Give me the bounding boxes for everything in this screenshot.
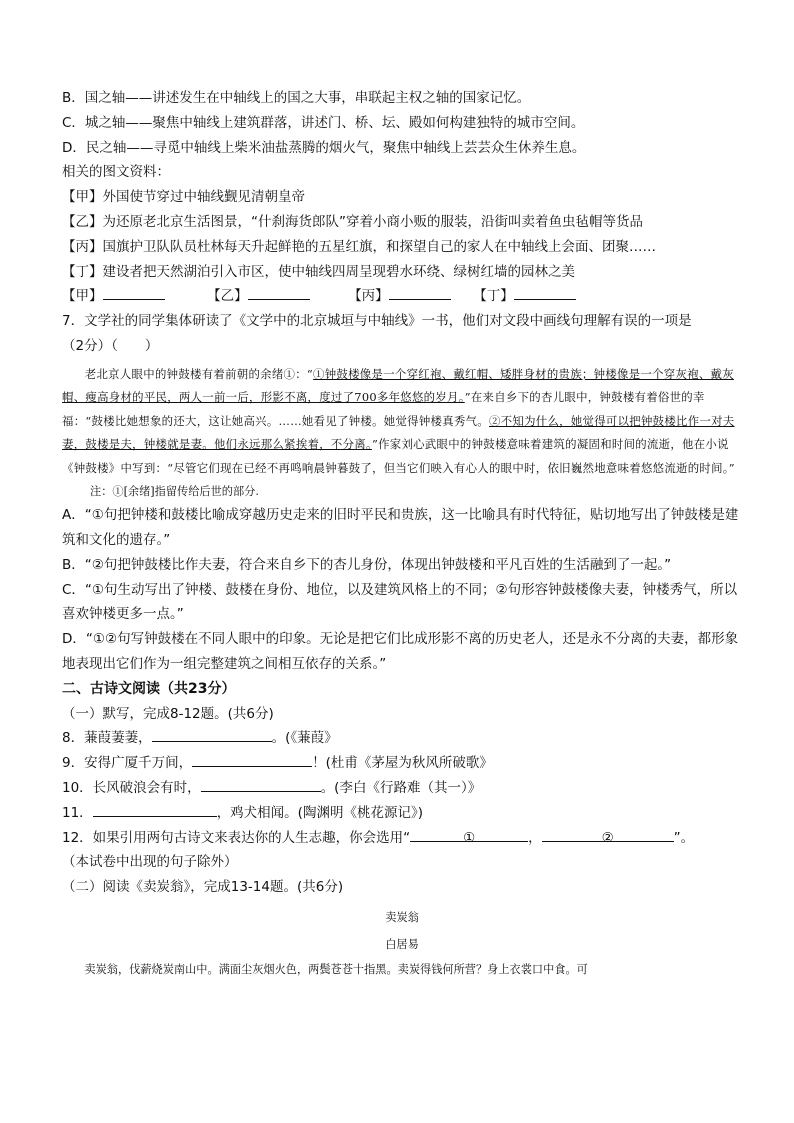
answer-label-yi: 【乙】 — [207, 288, 248, 305]
blank-marker-2: ② — [601, 829, 614, 846]
q12-separator: ， — [528, 829, 542, 846]
option-c-line: C．城之轴——聚焦中轴线上建筑群落，讲述门、桥、坛、殿如何构建独特的城市空间。 — [62, 114, 585, 131]
q9-source: ！(杜甫《茅屋为秋风所破歌》 — [312, 755, 493, 772]
q7-option-b: B．“②句把钟鼓楼比作夫妻，符合来自乡下的杏儿身份，体现出钟鼓楼和平凡百姓的生活融到了一起。” — [62, 556, 672, 573]
q12-blank-2[interactable] — [542, 826, 674, 846]
option-b-line: B．国之轴——讲述发生在中轴线上的国之大事，串联起主权之轴的国家记忆。 — [62, 90, 531, 106]
q7-option-a: A．“①句把钟楼和鼓楼比喻成穿越历史走来的旧时平民和贵族，这一比喻具有时代特征，贴切地写出了钟鼓楼是建筑和文化的遗存。” — [62, 507, 739, 549]
q11-text: ，鸡犬相闻。(陶渊明《桃花源记》) — [216, 804, 423, 821]
answer-blank-bing[interactable] — [389, 284, 451, 300]
poem-title: 卖炭翁 — [385, 911, 419, 925]
material-ding: 【丁】建设者把天然湖泊引入市区，使中轴线四周呈现碧水环绕、绿树红墙的园林之美 — [62, 263, 575, 280]
q7-stem: 7．文学社的同学集体研读了《文学中的北京城垣与中轴线》一书，他们对文段中画线句理解有误的一项是 — [62, 313, 692, 330]
answer-blank-ding[interactable] — [514, 284, 576, 300]
underlined-sentence-1: ①钟鼓楼像是一个穿红袍、戴红帽、矮胖身材的贵族；钟楼像是一个穿灰袍、戴灰帽、瘦高身材的平民，两人一前一后，形影不离，度过了700多年悠悠的岁月。 — [62, 366, 734, 405]
section-two-title: 二、古诗文阅读（共23分） — [62, 680, 236, 697]
q9-text: 9．安得广厦千万间， — [62, 755, 193, 772]
answer-blank-jia[interactable] — [103, 284, 165, 300]
q12 — [62, 826, 742, 851]
exam-page — [62, 86, 742, 982]
q10 — [62, 776, 742, 801]
q8-blank[interactable] — [152, 726, 272, 742]
passage-middle: ”在来自乡下的杏儿眼中，钟鼓楼有着俗世的幸福：“鼓楼比她想象的还大，这让她高兴。……她看见了钟楼。她觉得钟楼真秀气。 — [62, 390, 705, 428]
q11-blank[interactable] — [93, 801, 217, 817]
q9 — [62, 751, 742, 776]
q10-text: 10．长风破浪会有时， — [62, 780, 201, 797]
q12-text: 12．如果引用两句古诗文来表达你的人生志趣，你会选用“ — [62, 829, 411, 846]
underlined-sentence-2: ②不知为什么，她觉得可以把钟鼓楼比作一对夫妻，鼓楼是夫，钟楼就是妻。他们永远那么紧挨着，不分离。 — [62, 413, 735, 452]
poem-author: 白居易 — [385, 938, 419, 952]
material-bing: 【丙】国旗护卫队队员杜林每天升起鲜艳的五星红旗，和探望自己的家人在中轴线上会面、团聚…… — [62, 238, 656, 255]
materials-intro: 相关的图文资料： — [62, 164, 170, 181]
poem-line-1: 卖炭翁，伐薪烧炭南山中。满面尘灰烟火色，两鬓苍苍十指黑。卖炭得钱何所营？身上衣裳口中食。可 — [84, 963, 588, 977]
passage-note: 注：①[余绪]指留传给后世的部分. — [90, 485, 259, 499]
q12-note: （本试卷中出现的句子除外） — [62, 854, 238, 871]
q11-number: 11． — [62, 804, 93, 821]
q8-text: 8．蒹葭萋萋， — [62, 730, 152, 747]
passage-end: ”作家刘心武眼中的钟鼓楼意味着建筑的凝固和时间的流逝，他在小说《钟鼓楼》中写到：“尽管它们现在已经不再鸣响晨钟暮鼓了，但当它们映入有心人的眼中时，依旧巍然地意味着悠悠流逝的时间。” — [62, 437, 735, 475]
answer-label-ding: 【丁】 — [473, 288, 514, 305]
blank-marker-1: ① — [463, 829, 476, 846]
q7-option-c: C．“①句生动写出了钟楼、鼓楼在身份、地位，以及建筑风格上的不同；②句形容钟鼓楼像夫妻，钟楼秀气，所以喜欢钟楼更多一点。” — [62, 581, 738, 623]
q10-source: 。(李白《行路难（其一）》 — [320, 780, 482, 797]
q10-blank[interactable] — [201, 776, 321, 792]
passage-start: 老北京人眼中的钟鼓楼有着前朝的余绪①：“ — [84, 366, 314, 381]
part-two-title: （二）阅读《卖炭翁》，完成13-14题。(共6分) — [62, 879, 344, 896]
q7-passage — [62, 363, 742, 481]
q12-blank-1[interactable] — [410, 826, 528, 846]
answer-blanks-row — [62, 284, 742, 309]
q8 — [62, 726, 742, 751]
q7-score: （2分）（ ） — [62, 337, 159, 354]
q8-source: 。(《蒹葭》 — [271, 730, 338, 747]
answer-label-bing: 【丙】 — [348, 288, 389, 305]
answer-label-jia: 【甲】 — [62, 288, 103, 305]
q12-end: ”。 — [673, 829, 695, 846]
q11 — [62, 801, 742, 826]
option-d-line: D．民之轴——寻觅中轴线上柴米油盐蒸腾的烟火气，聚焦中轴线上芸芸众生休养生息。 — [62, 139, 586, 156]
material-yi: 【乙】为还原老北京生活图景，“什刹海货郎队”穿着小商小贩的服装，沿街叫卖着鱼虫毡帽等货品 — [62, 213, 643, 230]
material-jia: 【甲】外国使节穿过中轴线觐见清朝皇帝 — [62, 189, 305, 206]
q7-option-d: D．“①②句写钟鼓楼在不同人眼中的印象。无论是把它们比成形影不离的历史老人，还是永不分离的夫妻，都形象地表现出它们作为一组完整建筑之间相互依存的关系。” — [62, 631, 739, 673]
answer-blank-yi[interactable] — [248, 284, 310, 300]
part-one-title: （一）默写，完成8-12题。(共6分) — [62, 705, 274, 722]
q9-blank[interactable] — [192, 751, 312, 767]
